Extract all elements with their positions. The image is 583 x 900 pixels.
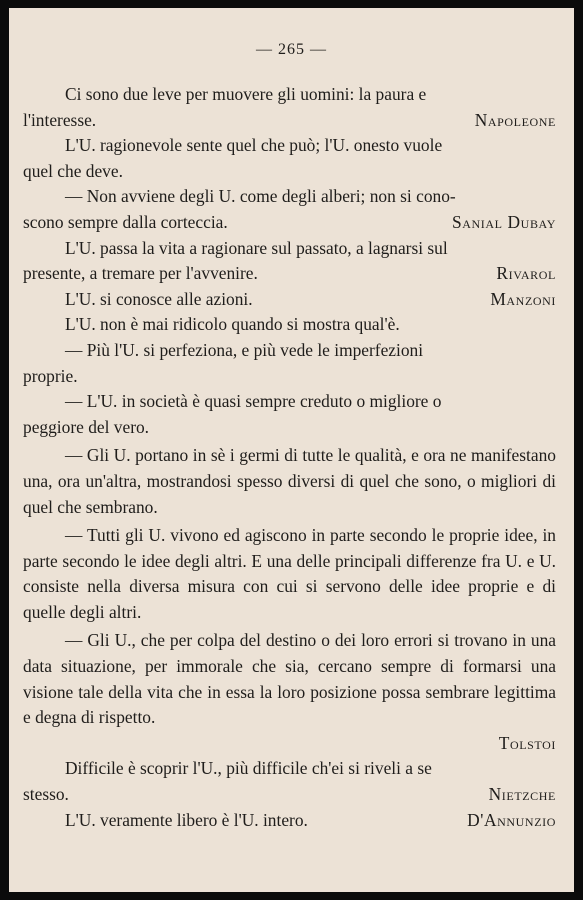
quote-author: D'Annunzio <box>467 809 556 830</box>
quote-line: quel che deve. <box>23 160 123 181</box>
quote-author: Manzoni <box>490 288 556 309</box>
book-page <box>9 8 574 892</box>
quote-line: — Non avviene degli U. come degli alberi; non si cono- <box>65 186 456 207</box>
quote-societa <box>23 389 556 440</box>
quote-line: — Più l'U. si perfeziona, e più vede le imperfezioni <box>65 339 424 360</box>
quote-manzoni <box>23 287 556 313</box>
quote-author: Rivarol <box>496 263 556 284</box>
quote-nietzche <box>23 756 556 807</box>
quote-line: L'U. passa la vita a ragionare sul passato, a lagnarsi sul <box>65 237 448 258</box>
quote-dannunzio <box>23 808 556 834</box>
quote-line: Difficile è scoprir l'U., più difficile ch'ei si riveli a se <box>65 758 432 779</box>
quote-author: Napoleone <box>474 109 556 130</box>
quote-line: proprie. <box>23 365 78 386</box>
quote-author: Tolstoi <box>498 732 556 753</box>
quote-napoleone <box>23 82 556 133</box>
quote-idee: — Tutti gli U. vivono ed agiscono in parte secondo le proprie idee, in parte secondo le idee degli altri. E una delle principali differenze fra U. e U. consiste nella diversa misura con cui si servono delle idee proprie e di quelle degli altri. <box>23 525 556 622</box>
quote-line: L'U. si conosce alle azioni. <box>65 288 253 309</box>
quote-ragionevole <box>23 133 556 184</box>
quote-line: L'U. ragionevole sente quel che può; l'U. onesto vuole <box>65 135 443 156</box>
page-number: — 265 — <box>256 41 327 58</box>
quote-germi: — Gli U. portano in sè i germi di tutte le qualità, e ora ne manifestano una, ora un'altra, mostrandosi spesso diversi di quel che sono, o migliori di quel che sembrano. <box>23 445 556 517</box>
page-text <box>23 82 556 833</box>
quote-line: — Gli U., che per colpa del destino o dei loro errori si trovano in una data situazione, per immorale che sia, cercano sempre di formarsi una visione tale della vita che in essa la loro posizione possa sembrare legittima e degna di rispetto. <box>23 630 556 728</box>
quote-author: Nietzche <box>488 784 556 805</box>
quote-author: Sanial Dubay <box>451 211 556 232</box>
quote-line: L'U. non è mai ridicolo quando si mostra qual'è. <box>65 314 400 335</box>
quote-line: L'U. veramente libero è l'U. intero. <box>65 809 308 830</box>
quote-tolstoi <box>23 628 556 756</box>
quote-line: peggiore del vero. <box>23 416 150 437</box>
quote-sanial-dubay <box>23 184 556 235</box>
quote-line: l'interesse. <box>23 109 97 130</box>
quote-line: scono sempre dalla corteccia. <box>23 211 228 232</box>
quote-ridicolo <box>23 312 556 338</box>
quote-rivarol <box>23 236 556 287</box>
quote-line: stesso. <box>23 784 69 805</box>
quote-line: — L'U. in società è quasi sempre creduto o migliore o <box>65 391 442 412</box>
quote-line: presente, a tremare per l'avvenire. <box>23 263 258 284</box>
quote-line: Ci sono due leve per muovere gli uomini: la paura e <box>65 84 427 104</box>
quote-perfeziona <box>23 338 556 389</box>
